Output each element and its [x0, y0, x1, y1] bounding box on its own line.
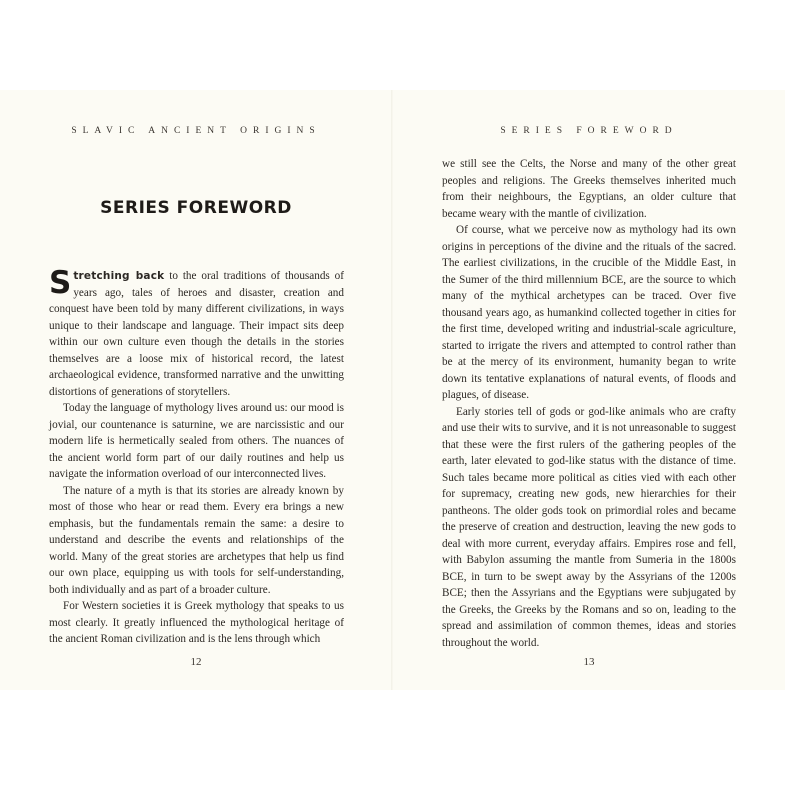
right-page [393, 90, 785, 690]
paragraph: The nature of a myth is that its stories are already known by most of those who hear or read them. Every era brings a new emphasis, but the fundamentals remain the same: a desire to understand and describe the events and relationships of the world. Many of the great stories are archetypes that help us find our own place, equipping us with tools for self-understanding, both individually and as part of a broader culture. [49, 484, 344, 596]
running-head-left: SLAVIC ANCIENT ORIGINS [71, 126, 321, 136]
paragraph: Of course, what we perceive now as mythology had its own origins in perceptions of the divine and the rituals of the sacred. The earliest civilizations, in the crucible of the Middle East, in the Sumer of the third millennium BCE, are the source to which many of the mythical archetypes can be traced. Over five thousand years ago, as humankind collected together in cities for the first time, developed writing and industrial-scale agriculture, started to irrigate the rivers and attempted to control rather than be at the mercy of its environment, humanity began to write down its tentative explanations of natural events, of floods and plagues, of disease. [442, 224, 736, 401]
opening-paragraph [49, 265, 344, 400]
opening-paragraph-text: to the oral traditions of thousands of years ago, tales of heroes and disaster, creation and conquest have been told by many different civilizations, in ways unique to their landscape and language. Their impact sits deep within our own culture even though the details in the stories themselves are a loose mix of historical record, the latest archaeological evidence, transformed narrative and the unwitting distortions of generations of storytellers. [49, 270, 344, 398]
continued-paragraph: we still see the Celts, the Norse and many of the other great peoples and religions. The Greeks themselves inherited much from their neighbours, the Egyptians, an older culture that became weary with the mantle of civilization. [442, 158, 736, 220]
left-page [0, 90, 392, 690]
page-number-left: 12 [190, 656, 202, 668]
chapter-title: SERIES FOREWORD [100, 198, 292, 218]
drop-cap: S [49, 265, 72, 301]
left-body-text [49, 265, 344, 648]
running-head-right: SERIES FOREWORD [500, 126, 678, 136]
right-body-text [442, 156, 736, 651]
lead-words: tretching back [73, 270, 165, 282]
paragraph: Today the language of mythology lives around us: our mood is jovial, our countenance is saturnine, we are narcissistic and our modern life is hermetically sealed from others. The nuances of the ancient world form part of our daily routines and help us navigate the information overload of our interconnected lives. [49, 402, 344, 480]
paragraph: For Western societies it is Greek mythology that speaks to us most clearly. It greatly influenced the mythological heritage of the ancient Roman civilization and is the lens through which [49, 600, 344, 645]
paragraph: Early stories tell of gods or god-like animals who are crafty and use their wits to survive, and it is not unreasonable to suggest that these were the first rulers of the gathering peoples of the earth, later elevated to god-like status with the distance of time. Such tales became more political as cities vied with each other for supremacy, creating new gods, new hierarchies for their pantheons. The older gods took on primordial roles and became the preserve of creation and destruction, leaving the new gods to deal with more current, everyday affairs. Empires rose and fell, with Babylon assuming the mantle from Sumeria in the 1800s BCE, in turn to be swept away by the Assyrians of the 1200s BCE; then the Assyrians and the Egyptians were subjugated by the Greeks, the Greeks by the Romans and so on, leading to the spread and assimilation of common themes, ideas and stories throughout the world. [442, 405, 736, 649]
book-spread [0, 90, 785, 690]
page-number-right: 13 [583, 656, 595, 668]
